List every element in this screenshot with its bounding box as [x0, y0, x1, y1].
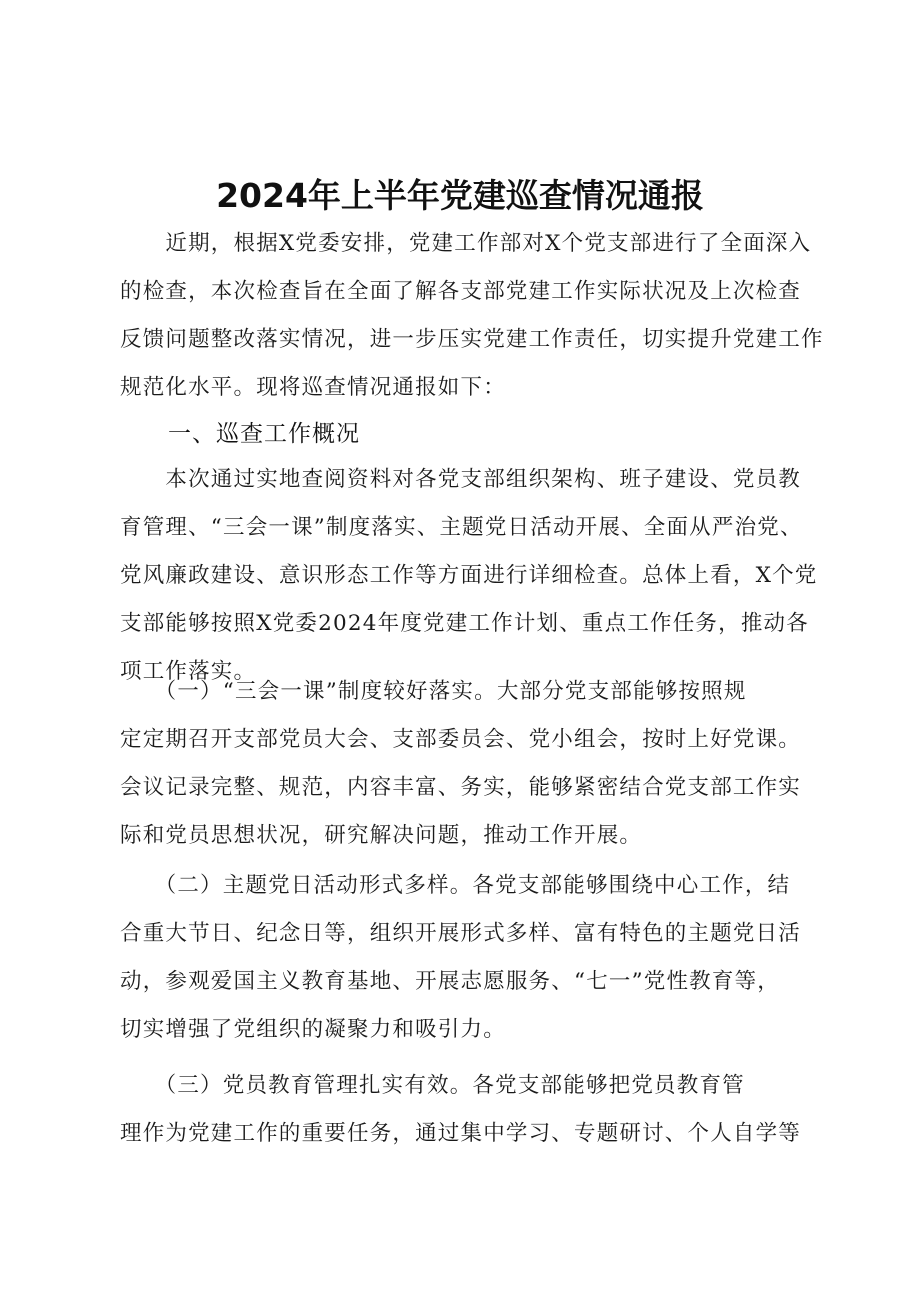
paragraph-line: 会议记录完整、规范，内容丰富、务实，能够紧密结合党支部工作实 — [120, 775, 802, 800]
item-three-paragraph — [120, 1062, 810, 1158]
paragraph-line: （一）“三会一课”制度较好落实。大部分党支部能够按照规 — [120, 679, 747, 704]
paragraph-line: 育管理、“三会一课”制度落实、主题党日活动开展、全面从严治党、 — [120, 515, 803, 540]
paragraph-line: 反馈问题整改落实情况，进一步压实党建工作责任，切实提升党建工作 — [120, 327, 824, 352]
item-two-paragraph — [120, 862, 810, 1054]
paragraph-line: 的检查，本次检查旨在全面了解各支部党建工作实际状况及上次检查 — [120, 279, 802, 304]
paragraph-line: 党风廉政建设、意识形态工作等方面进行详细检查。总体上看，X个党 — [120, 563, 818, 588]
document-title: 2024年上半年党建巡查情况通报 — [216, 176, 704, 215]
paragraph-line: 支部能够按照X党委2024年度党建工作计划、重点工作任务，推动各 — [120, 611, 809, 636]
paragraph-line: 理作为党建工作的重要任务，通过集中学习、专题研讨、个人自学等 — [120, 1121, 802, 1146]
overview-paragraph — [120, 456, 818, 696]
paragraph-line: 合重大节日、纪念日等，组织开展形式多样、富有特色的主题党日活 — [120, 921, 802, 946]
intro-paragraph — [120, 220, 824, 412]
item-one-paragraph — [120, 668, 810, 860]
paragraph-line: （三）党员教育管理扎实有效。各党支部能够把党员教育管 — [120, 1073, 745, 1098]
section-heading: 一、巡查工作概况 — [168, 421, 360, 447]
paragraph-line: 定定期召开支部党员大会、支部委员会、党小组会，按时上好党课。 — [120, 727, 802, 752]
paragraph-line: （二）主题党日活动形式多样。各党支部能够围绕中心工作，结 — [120, 873, 791, 898]
paragraph-line: 项工作落实。 — [120, 659, 257, 684]
paragraph-line: 际和党员思想状况，研究解决问题，推动工作开展。 — [120, 823, 643, 848]
paragraph-line: 切实增强了党组织的凝聚力和吸引力。 — [120, 1017, 506, 1042]
paragraph-line: 规范化水平。现将巡查情况通报如下： — [120, 375, 506, 400]
paragraph-line: 动，参观爱国主义教育基地、开展志愿服务、“七一”党性教育等， — [120, 969, 780, 994]
paragraph-line: 近期，根据X党委安排，党建工作部对X个党支部进行了全面深入 — [120, 231, 812, 256]
paragraph-line: 本次通过实地查阅资料对各党支部组织架构、班子建设、党员教 — [120, 467, 802, 492]
